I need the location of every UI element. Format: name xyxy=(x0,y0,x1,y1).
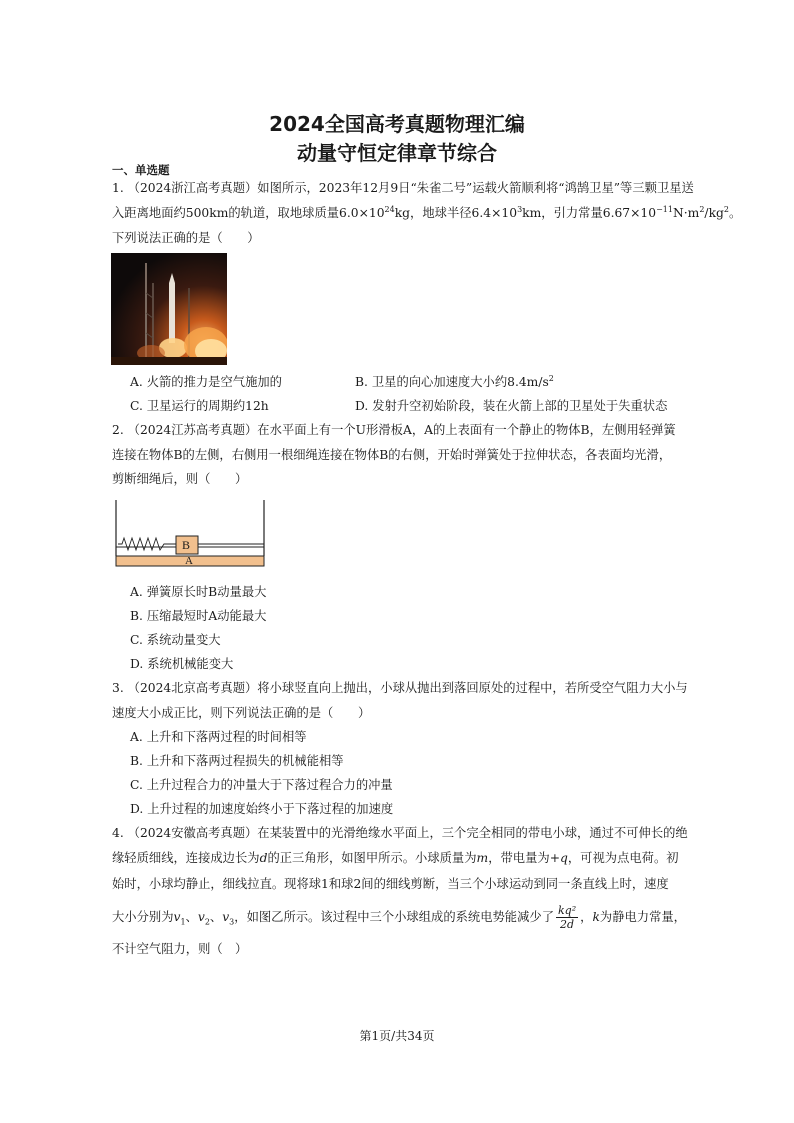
q2-option-d: D. 系统机械能变大 xyxy=(130,657,234,671)
energy-fraction: $\frac{\text{kq²}}{2d}$ xyxy=(558,904,577,931)
u-board-diagram xyxy=(112,498,268,570)
q3-option-a: A. 上升和下落两过程的时间相等 xyxy=(130,730,307,744)
q4-line2: 缘轻质细线，连接成边长为d的正三角形，如图甲所示。小球质量为m，带电量为+q，可视为点电荷。初 xyxy=(112,851,679,865)
page-subtitle: 动量守恒定律章节综合 xyxy=(297,141,497,165)
q2-option-a: A. 弹簧原长时B动量最大 xyxy=(130,585,267,599)
q2-option-b: B. 压缩最短时A动能最大 xyxy=(130,609,267,623)
q3-line2: 速度大小成正比，则下列说法正确的是（ ） xyxy=(112,706,371,720)
q2-line2: 连接在物体B的左侧，右侧用一根细绳连接在物体B的右侧，开始时弹簧处于拉伸状态，各表面均光滑， xyxy=(112,448,672,462)
q4-line5: 不计空气阻力，则（ ） xyxy=(112,942,248,956)
board-a-label: A xyxy=(185,555,193,567)
q4-line4: 大小分别为$v_1$、$v_2$、$v_3$，如图乙所示。该过程中三个小球组成的系统电势能减少了 $\frac{\text{kq²}}{2d}$ ，k为静电力常量， xyxy=(112,904,686,931)
q1-option-b: B. 卫星的向心加速度大小约$8.4m/s^2$ xyxy=(355,373,554,389)
q1-option-c: C. 卫星运行的周期约12h xyxy=(130,399,269,413)
q1-line2: 入距离地面约500km的轨道，取地球质量$6.0\times 10^{24}kg$，地球半径$6.4\times 10^3km$，引力常量$6.67\times 10^{-11}N\cdot m^2/kg^2$。 xyxy=(112,204,742,220)
q2-line1: 2. （2024江苏高考真题）在水平面上有一个U形滑板A，A的上表面有一个静止的物体B，左侧用轻弹簧 xyxy=(112,423,676,437)
q2-option-c: C. 系统动量变大 xyxy=(130,633,221,647)
page-title: 2024全国高考真题物理汇编 xyxy=(269,112,525,136)
q3-option-c: C. 上升过程合力的冲量大于下落过程合力的冲量 xyxy=(130,778,393,792)
rocket-launch-photo xyxy=(111,253,227,365)
q3-line1: 3. （2024北京高考真题）将小球竖直向上抛出，小球从抛出到落回原处的过程中，若所受空气阻力大小与 xyxy=(112,681,688,695)
q1-line3: 下列说法正确的是（ ） xyxy=(112,231,260,245)
q1-option-a: A. 火箭的推力是空气施加的 xyxy=(130,375,282,389)
q4-line3: 始时，小球均静止，细线拉直。现将球1和球2间的细线剪断，当三个小球运动到同一条直线上时，速度 xyxy=(112,877,669,891)
q2-line3: 剪断细绳后，则（ ） xyxy=(112,472,248,486)
q4-line1: 4. （2024安徽高考真题）在某装置中的光滑绝缘水平面上，三个完全相同的带电小球，通过不可伸长的绝 xyxy=(112,826,688,840)
q1-line1: 1. （2024浙江高考真题）如图所示，2023年12月9日“朱雀二号”运载火箭顺利将“鸿鹄卫星”等三颗卫星送 xyxy=(112,181,694,195)
q3-option-b: B. 上升和下落两过程损失的机械能相等 xyxy=(130,754,344,768)
block-b-label: B xyxy=(182,538,191,552)
q1-option-d: D. 发射升空初始阶段，装在火箭上部的卫星处于失重状态 xyxy=(355,399,668,413)
q3-option-d: D. 上升过程的加速度始终小于下落过程的加速度 xyxy=(130,802,394,816)
section-heading: 一、单选题 xyxy=(112,163,170,177)
page-footer: 第1页/共34页 xyxy=(359,1029,435,1043)
